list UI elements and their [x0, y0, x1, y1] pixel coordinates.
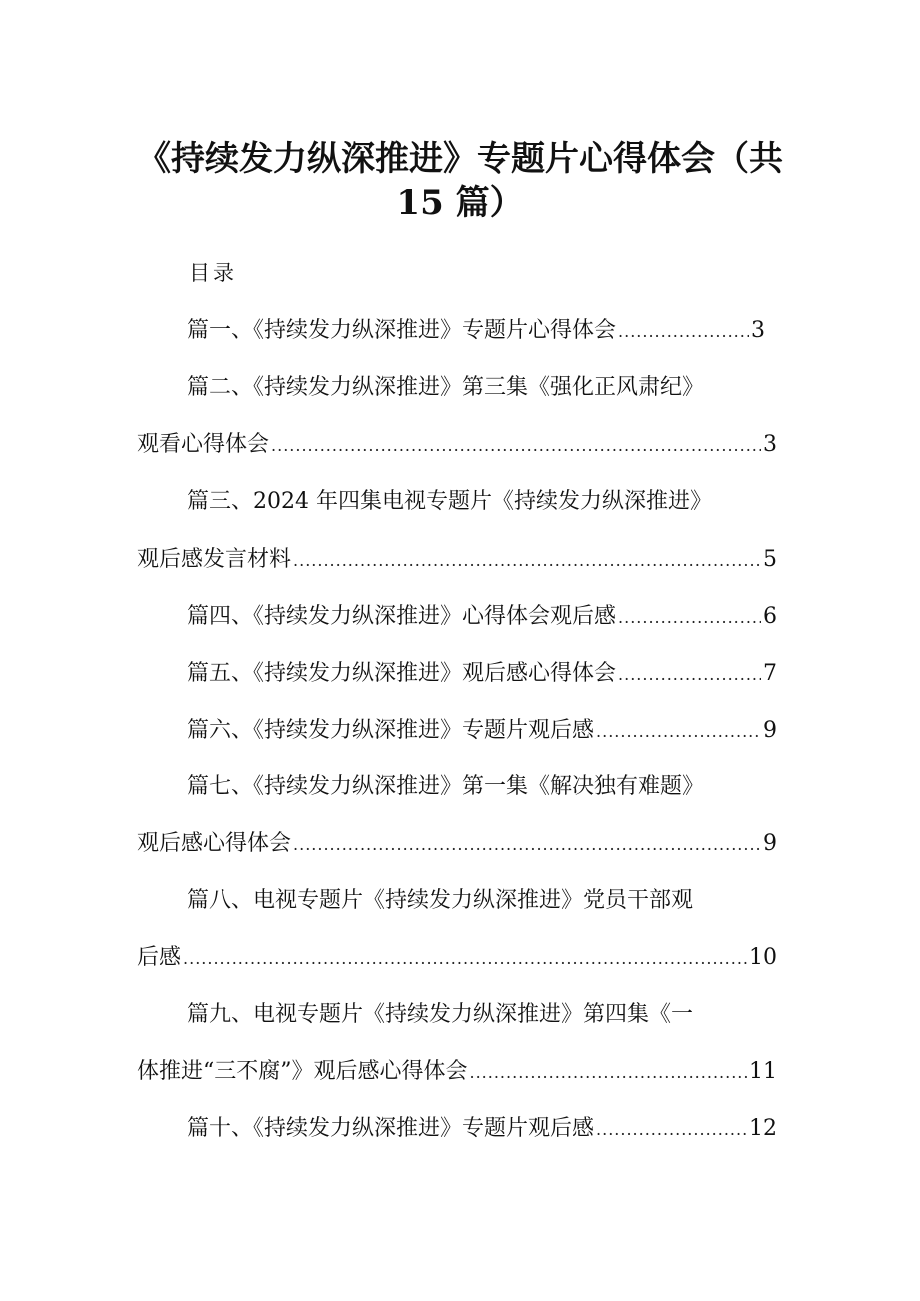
document-title-line2: 15 篇）	[396, 183, 524, 223]
toc-page-number: 9	[763, 718, 777, 743]
toc-entry-6[interactable]	[187, 716, 777, 747]
toc-leader-dots	[618, 317, 749, 347]
toc-leader-dots	[596, 1115, 747, 1145]
toc-entry-9[interactable]	[137, 1057, 777, 1088]
toc-page-number: 3	[751, 318, 765, 343]
toc-entry-2-line1[interactable]: 篇二、《持续发力纵深推进》第三集《强化正风肃纪》	[187, 375, 705, 400]
toc-entry-3-line1[interactable]: 篇三、2024 年四集电视专题片《持续发力纵深推进》	[187, 489, 712, 514]
toc-leader-dots	[470, 1058, 748, 1088]
toc-page-number: 5	[763, 547, 777, 572]
toc-entry-title: 篇一、《持续发力纵深推进》专题片心得体会	[187, 318, 617, 343]
toc-entry-title: 篇四、《持续发力纵深推进》心得体会观后感	[187, 604, 617, 629]
toc-entry-1[interactable]	[187, 316, 765, 347]
toc-entry-7[interactable]	[137, 829, 777, 860]
toc-page-number: 6	[763, 604, 777, 629]
toc-leader-dots	[596, 717, 761, 747]
toc-entry-2[interactable]	[137, 430, 777, 461]
document-title-line1: 《持续发力纵深推进》专题片心得体会（共	[137, 139, 783, 179]
toc-page-number: 3	[763, 432, 777, 457]
toc-leader-dots	[271, 431, 761, 461]
toc-entry-title: 后感	[137, 945, 182, 970]
toc-leader-dots	[618, 660, 761, 690]
toc-page-number: 9	[763, 831, 777, 856]
toc-entry-title: 篇六、《持续发力纵深推进》专题片观后感	[187, 718, 595, 743]
toc-entry-4[interactable]	[187, 602, 777, 633]
toc-entry-8-line1[interactable]: 篇八、电视专题片《持续发力纵深推进》党员干部观	[187, 888, 694, 913]
toc-entry-7-line1[interactable]: 篇七、《持续发力纵深推进》第一集《解决独有难题》	[187, 774, 705, 799]
toc-leader-dots	[618, 603, 761, 633]
toc-page-number: 11	[749, 1059, 777, 1084]
toc-entry-10[interactable]	[187, 1114, 777, 1145]
toc-entry-title: 篇五、《持续发力纵深推进》观后感心得体会	[187, 661, 617, 686]
toc-leader-dots	[293, 830, 761, 860]
toc-entry-title: 体推进“三不腐”》观后感心得体会	[137, 1059, 468, 1084]
toc-entry-title: 篇十、《持续发力纵深推进》专题片观后感	[187, 1116, 595, 1141]
toc-entry-title: 观后感发言材料	[137, 547, 292, 572]
toc-entry-8[interactable]	[137, 943, 777, 974]
toc-page-number: 10	[749, 945, 777, 970]
toc-entry-title: 观后感心得体会	[137, 831, 292, 856]
toc-entry-5[interactable]	[187, 659, 777, 690]
toc-entry-3[interactable]	[137, 545, 777, 576]
toc-leader-dots	[183, 944, 747, 974]
toc-entry-title: 观看心得体会	[137, 432, 270, 457]
toc-page-number: 7	[763, 661, 777, 686]
toc-heading: 目录	[189, 261, 237, 285]
toc-entry-9-line1[interactable]: 篇九、电视专题片《持续发力纵深推进》第四集《一	[187, 1002, 694, 1027]
toc-page-number: 12	[749, 1116, 777, 1141]
toc-leader-dots	[293, 546, 761, 576]
